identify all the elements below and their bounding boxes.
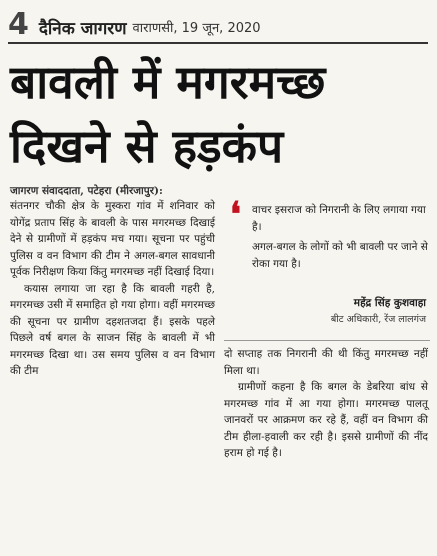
headline-line-1: बावली में मगरमच्छ: [10, 55, 326, 109]
paper-name: दैनिक जागरण: [38, 19, 127, 39]
right-paragraph-2: ग्रामीणों कहना है कि बगल के डेबरिया बांध से मगरमच्छ गांव में आ गया होगा। मगरमच्छ पालतू जानवरों पर आक्रमण कर रहे हैं, वहीं वन विभाग की टीम हीला-हवाली कर रही है। इससे ग्रामीणों की नींद हराम हो गई है।: [224, 381, 428, 459]
masthead-rule: [8, 42, 428, 44]
byline: जागरण संवाददाता, पटेहरा (मीरजापुर):: [10, 185, 163, 197]
quote-line-1: वाचर इसराज को निगरानी के लिए लगाया गया है।: [252, 204, 426, 233]
left-column: [10, 198, 215, 380]
left-paragraph-1: संतनगर चौकी क्षेत्र के मुस्करा गांव में शनिवार को योगेंद्र प्रताप सिंह के बावली के पास मगरमच्छ दिखाई देने से ग्रामीणों में हड़कंप मच गया। सूचना पर पहुंची पुलिस व वन विभाग की टीम ने अगल-बगल सावधानी पूर्वक निरीक्षण किया किंतु मगरमच्छ नहीं दिखाई दिया।: [10, 200, 215, 278]
quote-divider: [224, 340, 430, 341]
quote-line-2: अगल-बगल के लोगों को भी बावली पर जाने से रोका गया है।: [252, 241, 428, 270]
right-paragraph-1: दो सप्ताह तक निगरानी की थी किंतु मगरमच्छ नहीं मिला था।: [224, 348, 428, 377]
quote-author-name: महेंद्र सिंह कुशवाहा: [353, 297, 426, 309]
left-paragraph-2: कयास लगाया जा रहा है कि बावली गहरी है, मगरमच्छ उसी में समाहित हो गया होगा। वहीं मगरमच्छ की सूचना पर ग्रामीण दहशतजदा हैं। इसके पहले पिछले वर्ष बगल के साजन सिंह के बावली में भी मगरमच्छ दिखा था। उस समय पुलिस व वन विभाग की टीम: [10, 282, 215, 377]
dateline: वाराणसी, 19 जून, 2020: [132, 21, 261, 36]
quote-box: [224, 196, 430, 341]
headline-line-2: दिखने से हड़कंप: [10, 119, 284, 173]
quote-author-title: बीट अधिकारी, रेंज लालगंज: [330, 314, 426, 325]
quote-text: [252, 202, 428, 276]
page-number: 4: [8, 7, 29, 42]
right-column: [224, 346, 428, 462]
masthead: [8, 6, 428, 40]
quote-mark-icon: ❛: [230, 195, 241, 235]
